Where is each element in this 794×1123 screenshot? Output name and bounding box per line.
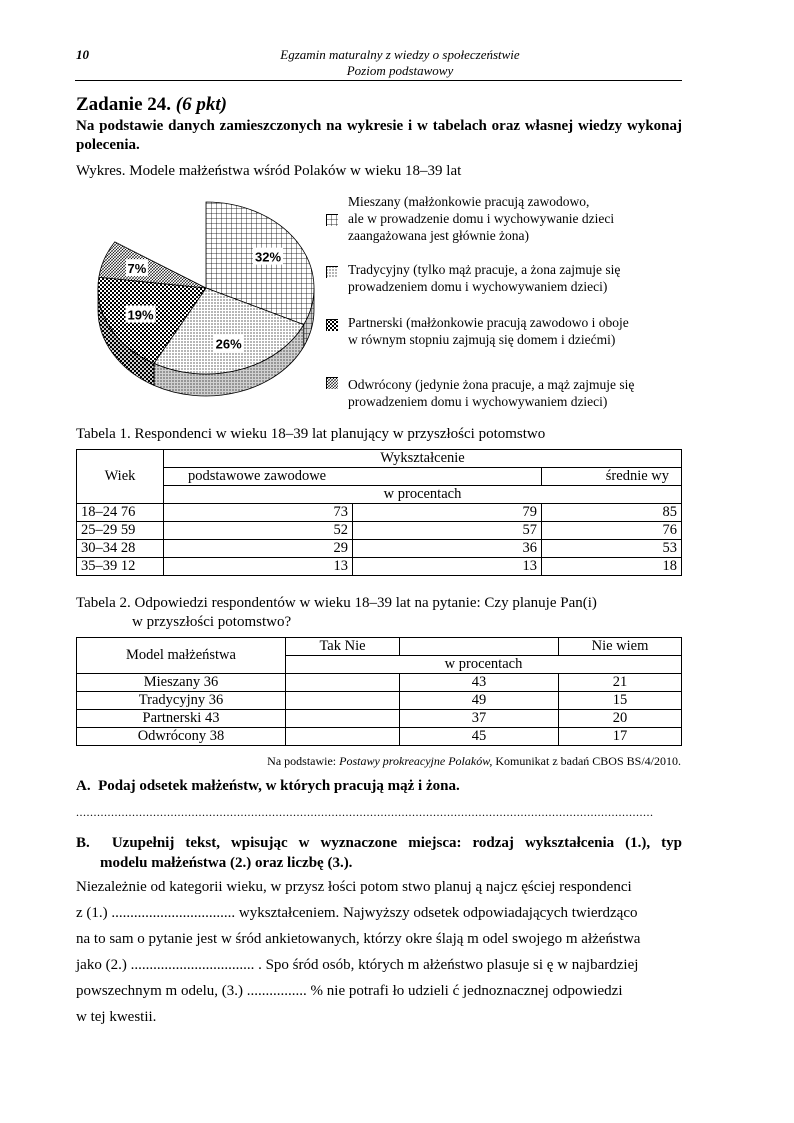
table-cell: 76 [542,522,682,540]
legend-line: prowadzeniem domu i wychowywaniem dzieci) [348,279,608,294]
question-b-label: B. [76,835,90,851]
table-cell: 29 [164,540,353,558]
legend-line: Odwrócony (jedynie żona pracuje, a mąż zajmuje się [348,377,635,392]
table2-header-empty [400,638,559,656]
exam-header [200,47,600,79]
table-cell: 52 [164,522,353,540]
source-title: Postawy prokreacyjne Polaków, [339,754,493,768]
pie-label-odwrocony: 7% [127,261,147,277]
legend-text-partnerski [348,314,678,348]
exam-title: Egzamin maturalny z wiedzy o społeczeństwie [280,47,520,62]
table-cell: Mieszany 36 [77,674,286,692]
table-cell: 36 [353,540,542,558]
table-cell: 73 [164,504,353,522]
table-cell: Partnerski 43 [77,710,286,728]
table-cell: 13 [164,558,353,576]
legend-swatch-tradycyjny [326,266,338,278]
table-cell: 17 [559,728,682,746]
table-cell: 43 [400,674,559,692]
table-row [77,728,682,746]
table-cell: 13 [353,558,542,576]
table2 [76,637,682,746]
table-cell [286,692,400,710]
fill-in-line[interactable]: z (1.) ................................. wykształceniem. Najwyższy odsetek odpowiadających twierdząco [76,905,638,921]
table-row [77,522,682,540]
legend-text-odwrocony [348,376,678,410]
task-points: (6 pkt) [175,94,227,115]
table-row [77,540,682,558]
table1-header-wyksztalcenie: Wykształcenie [164,450,682,468]
source-suffix: Komunikat z badań CBOS BS/4/2010. [492,754,681,768]
table-cell: Tradycyjny 36 [77,692,286,710]
table-row [77,558,682,576]
table-row [77,674,682,692]
header-divider [75,80,682,81]
pie-label-mieszany: 32% [254,249,282,265]
table-cell [286,710,400,728]
table-cell: 20 [559,710,682,728]
table-cell: 18–24 76 [77,504,164,522]
table2-header-model: Model małżeństwa [77,638,286,674]
task-number: Zadanie 24. [76,94,172,115]
table-cell: 79 [353,504,542,522]
pie-label-tradycyjny: 26% [215,336,242,352]
legend-swatch-partnerski [326,319,338,331]
legend-line: w równym stopniu zajmują się domem i dziećmi) [348,332,616,347]
table-cell: 15 [559,692,682,710]
question-b [76,833,682,873]
table-cell: 45 [400,728,559,746]
question-a-label: A. [76,778,91,794]
legend-line: Mieszany (małżonkowie pracują zawodowo, [348,194,590,209]
legend-swatch-odwrocony [326,377,338,389]
table2-unit: w procentach [286,656,682,674]
table2-caption [76,594,597,632]
table2-caption-line: w przyszłości potomstwo? [132,614,292,630]
table-cell: 85 [542,504,682,522]
fill-in-line[interactable]: jako (2.) ................................. . Spo śród osób, których m ałżeństwo plasuje si ę w najbardziej [76,957,639,973]
source-note [200,754,681,769]
question-b-line [76,833,682,853]
fill-in-text [76,874,682,1030]
table-cell: 37 [400,710,559,728]
table2-header-niewiem: Nie wiem [559,638,682,656]
fill-in-line[interactable]: powszechnym m odelu, (3.) ................ % nie potrafi ło udzieli ć jednoznacznej odpowiedzi [76,983,623,999]
legend-line: zaangażowana jest głównie żona) [348,228,530,243]
answer-line-a[interactable]: ..................................................................................................................................................................... [76,805,654,819]
chart-caption: Wykres. Modele małżeństwa wśród Polaków w wieku 18–39 lat [76,163,462,179]
table1-header-col: podstawowe zawodowe [164,468,542,486]
table-cell [286,728,400,746]
table1-header-wiek: Wiek [77,450,164,504]
fill-in-line: Niezależnie od kategorii wieku, w przysz łości potom stwo planuj ą najcz ęściej respondenci [76,879,632,895]
table2-caption-line: Tabela 2. Odpowiedzi respondentów w wieku 18–39 lat na pytanie: Czy planuje Pan(i) [76,595,597,611]
fill-in-line: na to sam o pytanie jest w śród ankietowanych, którzy okre ślają m odel swojego m ałżeństwa [76,931,641,947]
question-b-line: modelu małżeństwa (2.) oraz liczbę (3.). [100,855,353,871]
fill-in-line: w tej kwestii. [76,1009,157,1025]
legend-line: ale w prowadzenie domu i wychowywanie dzieci [348,211,615,226]
page-number: 10 [76,47,89,62]
table-cell: 53 [542,540,682,558]
legend-line: Partnerski (małżonkowie pracują zawodowo i oboje [348,315,629,330]
pie-tops [98,202,314,374]
table1-header-col: średnie wy [542,468,682,486]
pie-label-partnerski: 19% [127,307,154,323]
question-a [76,778,460,795]
table-row [77,504,682,522]
legend-swatch-mieszany [326,214,338,226]
legend-line: Tradycyjny (tylko mąż pracuje, a żona zajmuje się [348,262,621,277]
task-instruction: Na podstawie danych zamieszczonych na wykresie i w tabelach oraz własnej wiedzy wykonaj polecenia. [76,118,682,153]
question-a-text: Podaj odsetek małżeństw, w których pracują mąż i żona. [98,778,460,794]
pie-chart [76,188,326,418]
table-cell: 18 [542,558,682,576]
source-prefix: Na podstawie: [267,754,340,768]
table1-caption: Tabela 1. Respondenci w wieku 18–39 lat planujący w przyszłości potomstwo [76,426,546,442]
table-cell: Odwrócony 38 [77,728,286,746]
table-cell: 35–39 12 [77,558,164,576]
table-row [77,710,682,728]
table1-unit: w procentach [164,486,682,504]
table-cell: 30–34 28 [77,540,164,558]
table1 [76,449,682,576]
legend-line: prowadzeniem domu i wychowywaniem dzieci) [348,394,608,409]
task-title [76,94,227,116]
table-cell: 57 [353,522,542,540]
table-cell [286,674,400,692]
exam-level: Poziom podstawowy [346,63,454,78]
table-cell: 25–29 59 [77,522,164,540]
table-cell: 21 [559,674,682,692]
question-b-text: Uzupełnij tekst, wpisując w wyznaczone miejsca: rodzaj wykształcenia (1.), typ [111,835,682,851]
table-row [77,692,682,710]
table2-header-taknie: Tak Nie [286,638,400,656]
table-cell: 49 [400,692,559,710]
legend-text-mieszany [348,193,678,244]
legend-text-tradycyjny [348,261,678,295]
